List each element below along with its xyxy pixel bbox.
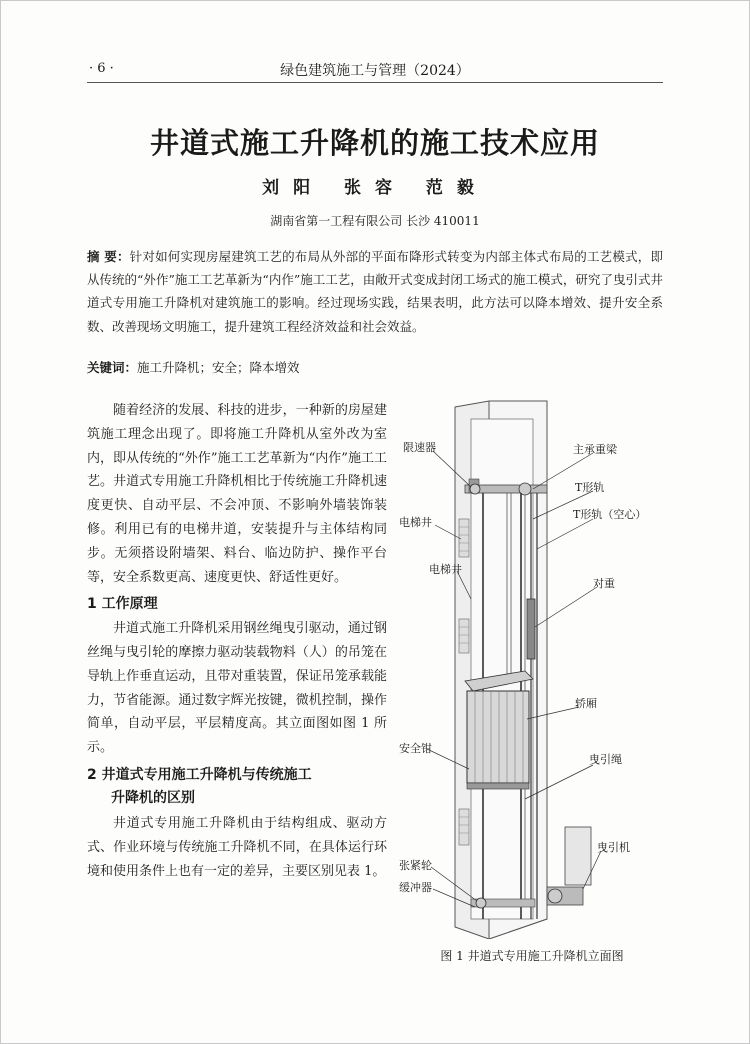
label-safety-gear: 安全钳	[399, 742, 432, 755]
figure-1	[397, 399, 667, 939]
section-2-heading-line2: 升降机的区别	[111, 789, 195, 806]
author-list: 刘阳 张容 范毅	[262, 178, 488, 198]
label-speed-limiter: 限速器	[403, 441, 436, 454]
keywords-text: 施工升降机；安全；降本增效	[137, 360, 300, 375]
elevator-elevation-drawing	[397, 399, 667, 939]
section-2-heading	[87, 764, 387, 810]
label-t-rail: T形轨	[575, 481, 605, 494]
section-2-heading-line1: 2 井道式专用施工升降机与传统施工	[87, 766, 312, 783]
label-counterweight: 对重	[593, 577, 615, 590]
label-main-beam: 主承重梁	[573, 443, 617, 456]
label-buffer: 缓冲器	[399, 881, 432, 894]
keywords-label: 关键词：	[87, 360, 138, 375]
label-traction-machine: 曳引机	[597, 841, 630, 854]
affiliation: 湖南省第一工程有限公司 长沙 410011	[270, 214, 480, 228]
page-number: · 6 ·	[89, 61, 114, 76]
journal-title: 绿色建筑施工与管理（2024）	[280, 63, 470, 79]
abstract-text: 针对如何实现房屋建筑工艺的布局从外部的平面布降形式转变为内部主体式布局的工艺模式，即从传统的“外作”施工工艺革新为“内作”施工工艺，由敞开式变成封闭工场式的施工模式，研究了曳引式井道式专用施工升降机对建筑施工的影响。经过现场实践，结果表明，此方法可以降本增效、提升安全系数、改善现场文明施工，提升建筑工程经济效益和社会效益。	[87, 249, 663, 334]
label-elevator-shaft-2: 电梯井	[429, 563, 462, 576]
section-1-paragraph: 井道式施工升降机采用钢丝绳曳引驱动，通过钢丝绳与曳引轮的摩擦力驱动装载物料（人）的吊笼在导轨上作垂直运动，且带对重装置，保证吊笼承载能力，节省能源。通过数字辉光按键，微机控制，操作简单，自动平层，平层精度高。其立面图如图 1 所示。	[87, 621, 387, 756]
figure-1-caption: 图 1 井道式专用施工升降机立面图	[440, 949, 624, 963]
label-traction-rope: 曳引绳	[589, 753, 622, 766]
label-elevator-shaft-1: 电梯井	[399, 516, 432, 529]
intro-paragraph: 随着经济的发展、科技的进步，一种新的房屋建筑施工理念出现了。即将施工升降机从室外改为室内，即从传统的“外作”施工工艺革新为“内作”施工工艺。井道式专用施工升降机相比于传统施工升降机速度更快、自动平层、不会冲顶、不影响外墙装饰装修。利用已有的电梯井道，安装提升与主体结构同步。无须搭设附墙架、料台、临边防护、操作平台等，安全系数更高、速度更快、舒适性更好。	[87, 403, 387, 585]
section-1-heading: 1 工作原理	[87, 596, 158, 613]
running-header	[87, 57, 663, 83]
abstract	[87, 245, 663, 338]
paper-title: 井道式施工升降机的施工技术应用	[149, 126, 600, 160]
section-2-paragraph: 井道式专用施工升降机由于结构组成、驱动方式、作业环境与传统施工升降机不同，在具体运行环境和使用条件上也有一定的差异，主要区别见表 1。	[87, 815, 387, 879]
label-car: 轿厢	[575, 697, 597, 710]
label-tension-sheave: 张紧轮	[399, 859, 432, 872]
label-t-rail-hollow: T形轨（空心）	[573, 508, 647, 521]
abstract-label: 摘 要：	[87, 249, 130, 264]
left-column	[87, 399, 387, 883]
keywords	[87, 358, 663, 376]
